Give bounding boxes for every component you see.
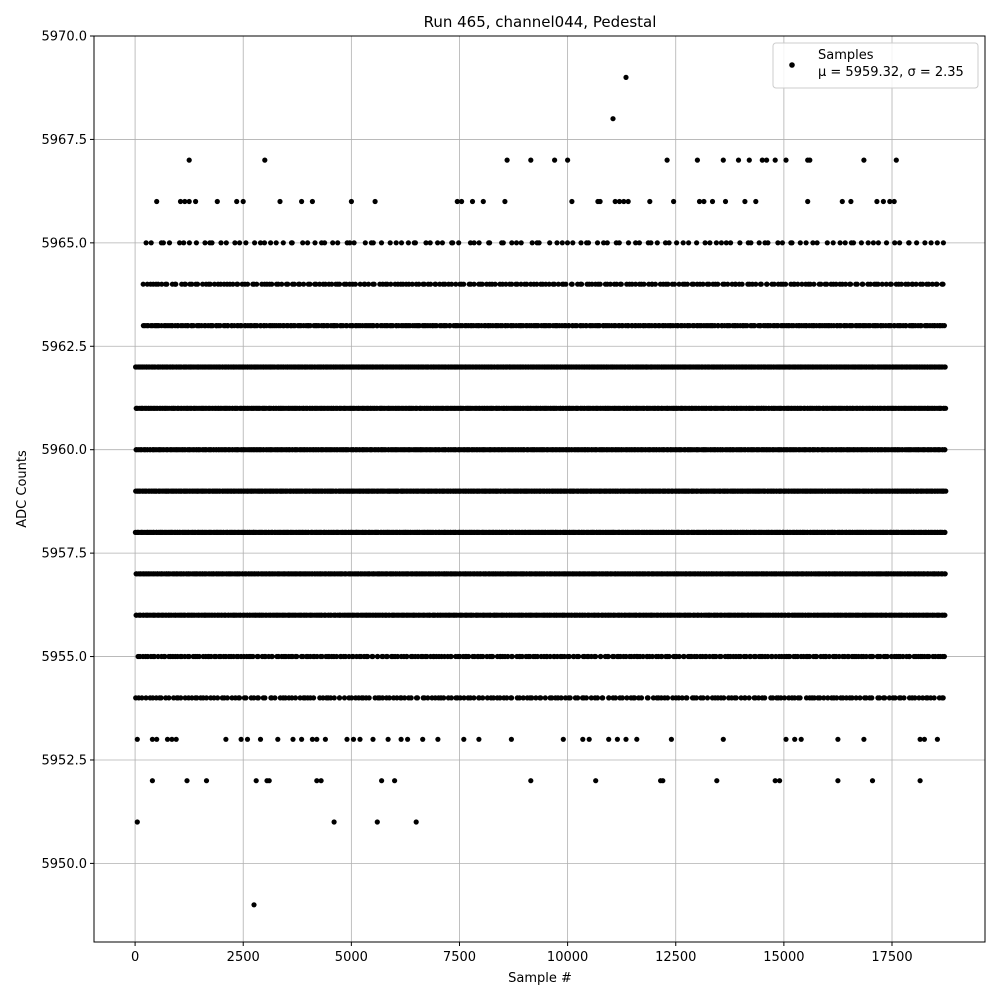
data-point [245,282,250,287]
data-point [173,282,178,287]
data-point [164,282,169,287]
data-point [942,323,947,328]
data-point [942,447,947,452]
data-point [943,571,948,576]
data-point [943,364,948,369]
chart-title: Run 465, channel044, Pedestal [423,13,657,31]
data-point [942,530,947,535]
data-point [285,282,290,287]
data-point [269,282,274,287]
data-point [254,282,259,287]
data-point [279,282,284,287]
data-point [195,282,200,287]
data-point [943,489,948,494]
data-point [943,406,948,411]
data-point [307,282,312,287]
data-point [942,613,947,618]
data-point [235,282,240,287]
data-points [133,75,949,908]
data-point [301,282,306,287]
